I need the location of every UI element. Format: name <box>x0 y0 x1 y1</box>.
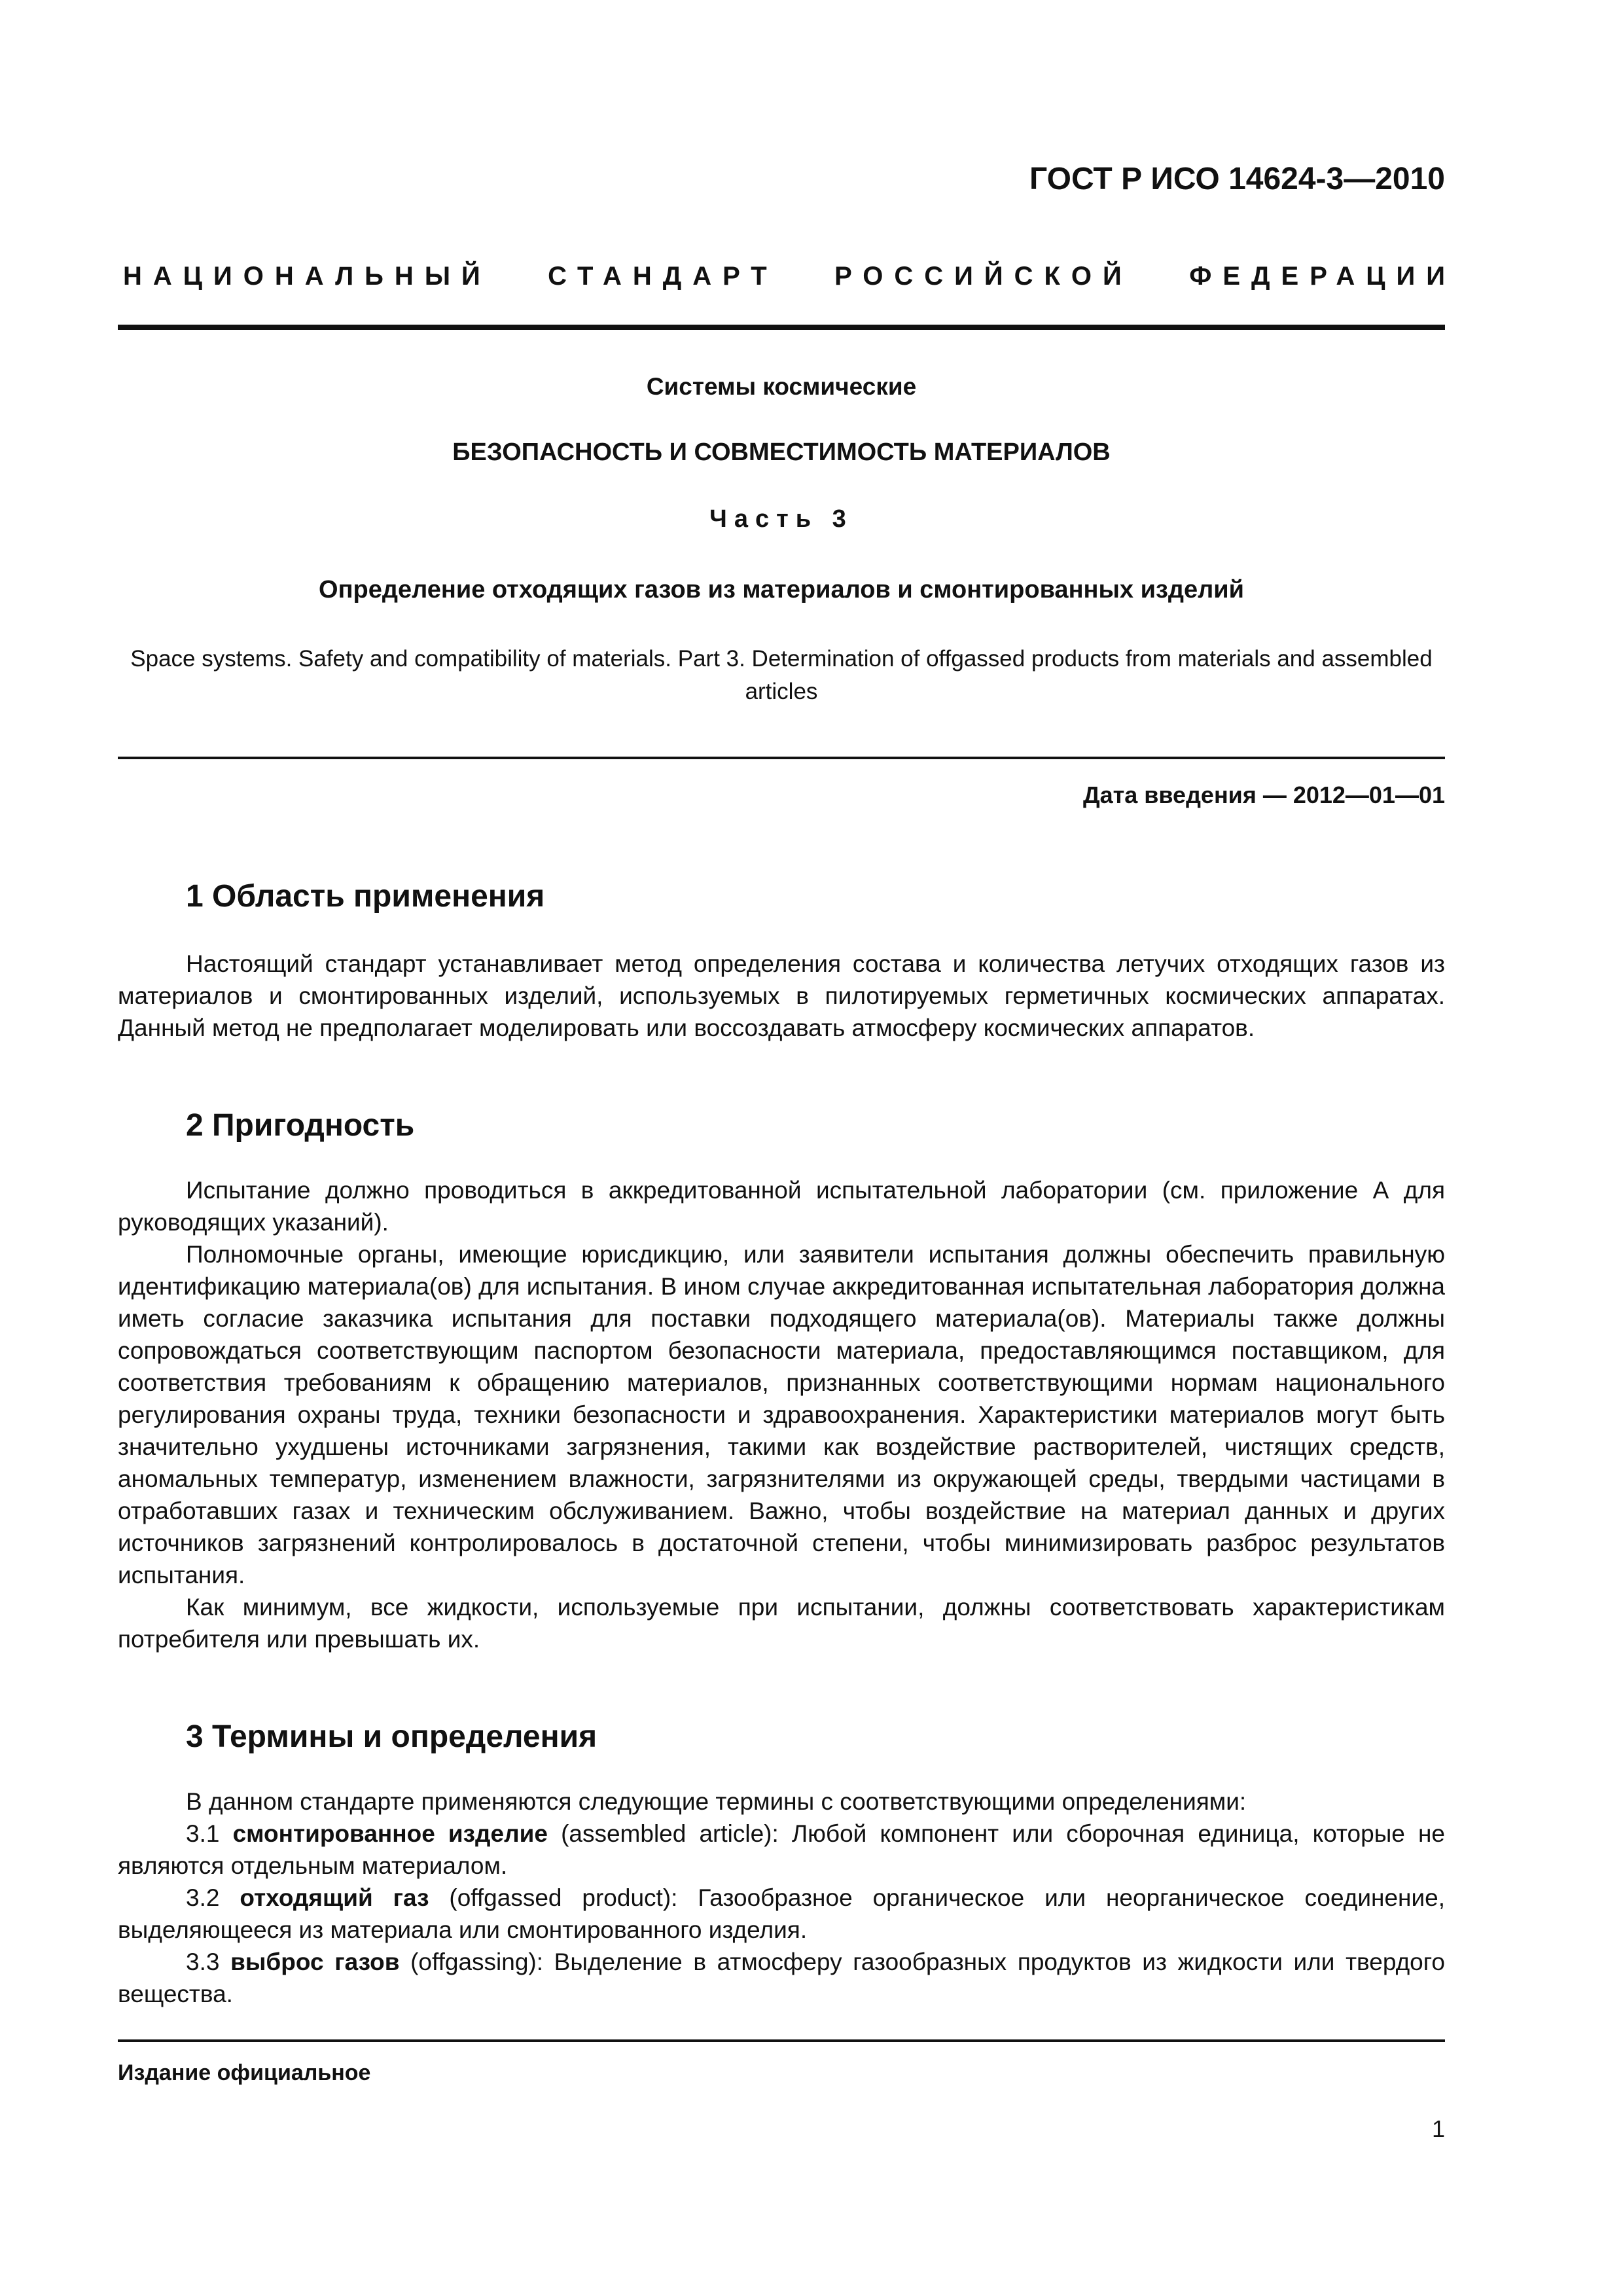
footer-divider <box>118 2039 1445 2042</box>
paragraph: Настоящий стандарт устанавливает метод определения состава и количества летучих отходящих газов из материалов и смонтированных изделий, используемых в пилотируемых герметичных космических аппаратах. Данный метод не предполагает моделировать или воссоздавать атмосферу космических аппаратов. <box>118 950 1445 1041</box>
term-name: выброс газов <box>230 1948 400 1975</box>
term-definition <box>118 1946 1445 2010</box>
section-terms <box>118 1717 1445 2010</box>
term-text: (offgassing): Выделение в атмосферу газообразных продуктов из жидкости или твердого вещества. <box>118 1948 1445 2007</box>
banner-word: НАЦИОНАЛЬНЫЙ <box>123 262 491 291</box>
page-number: 1 <box>1431 2115 1445 2142</box>
header-divider <box>118 325 1445 330</box>
term-text: (offgassed product): Газообразное органическое или неорганическое соединение, выделяющееся из материала или смонтированного изделия. <box>118 1884 1446 1943</box>
title-divider <box>118 757 1445 759</box>
term-number: 3.3 <box>186 1948 220 1975</box>
section-applicability <box>118 1106 1445 1655</box>
banner-word: ФЕДЕРАЦИИ <box>1189 262 1456 291</box>
term-definition <box>118 1882 1445 1946</box>
paragraph: Полномочные органы, имеющие юрисдикцию, или заявители испытания должны обеспечить правильную идентификацию материала(ов) для испытания. В ином случае аккредитованная испытательная лаборатория должна иметь согласие заказчика испытания для поставки подходящего материала(ов). Материалы также должны сопровождаться соответствующим паспортом безопасности материала, предоставляющимся поставщиком, для соответствия требованиям к обращению материалов, признанных соответствующими нормам национального регулирования охраны труда, техники безопасности и здравоохранения. Характеристики материалов могут быть значительно ухудшены источниками загрязнения, такими как воздействие растворителей, чистящих средств, аномальных температур, изменением влажности, загрязнителями из окружающей среды, твердыми частицами в отработавших газах и техническим обслуживанием. Важно, чтобы воздействие на материал данных и других источников загрязнений контролировалось в достаточной степени, чтобы минимизировать разброс результатов испытания. <box>118 1241 1445 1588</box>
term-definition <box>118 1818 1445 1882</box>
term-number: 3.2 <box>186 1884 220 1911</box>
section-heading: 2 Пригодность <box>186 1108 415 1143</box>
title-line-1: Системы космические <box>646 373 917 400</box>
paragraph: Испытание должно проводиться в аккредитованной испытательной лаборатории (см. приложение А для руководящих указаний). <box>118 1177 1445 1236</box>
term-name: смонтированное изделие <box>232 1820 548 1847</box>
term-name: отходящий газ <box>240 1884 429 1911</box>
title-part: Часть 3 <box>709 505 853 533</box>
section-scope <box>118 877 1445 1044</box>
banner-word: СТАНДАРТ <box>548 262 778 291</box>
term-text: (assembled article): Любой компонент или сборочная единица, которые не являются отдельным материалом. <box>118 1820 1446 1879</box>
english-title: Space systems. Safety and compatibility of materials. Part 3. Determination of offgassed products from materials and assembled articles <box>130 646 1433 704</box>
introduction-date: Дата введения — 2012—01—01 <box>1082 781 1445 808</box>
paragraph: В данном стандарте применяются следующие термины с соответствующими определениями: <box>186 1788 1247 1815</box>
banner-word: РОССИЙСКОЙ <box>834 262 1133 291</box>
title-line-4: Определение отходящих газов из материалов и смонтированных изделий <box>319 576 1244 603</box>
title-line-2: БЕЗОПАСНОСТЬ И СОВМЕСТИМОСТЬ МАТЕРИАЛОВ <box>452 439 1111 466</box>
section-heading: 1 Область применения <box>186 879 545 914</box>
section-heading: 3 Термины и определения <box>186 1719 597 1754</box>
official-edition-label: Издание официальное <box>118 2060 371 2085</box>
national-standard-banner <box>123 262 1456 291</box>
paragraph: Как минимум, все жидкости, используемые при испытании, должны соответствовать характеристикам потребителя или превышать их. <box>118 1594 1445 1653</box>
document-code: ГОСТ Р ИСО 14624-3—2010 <box>1029 162 1445 196</box>
term-number: 3.1 <box>186 1820 220 1847</box>
